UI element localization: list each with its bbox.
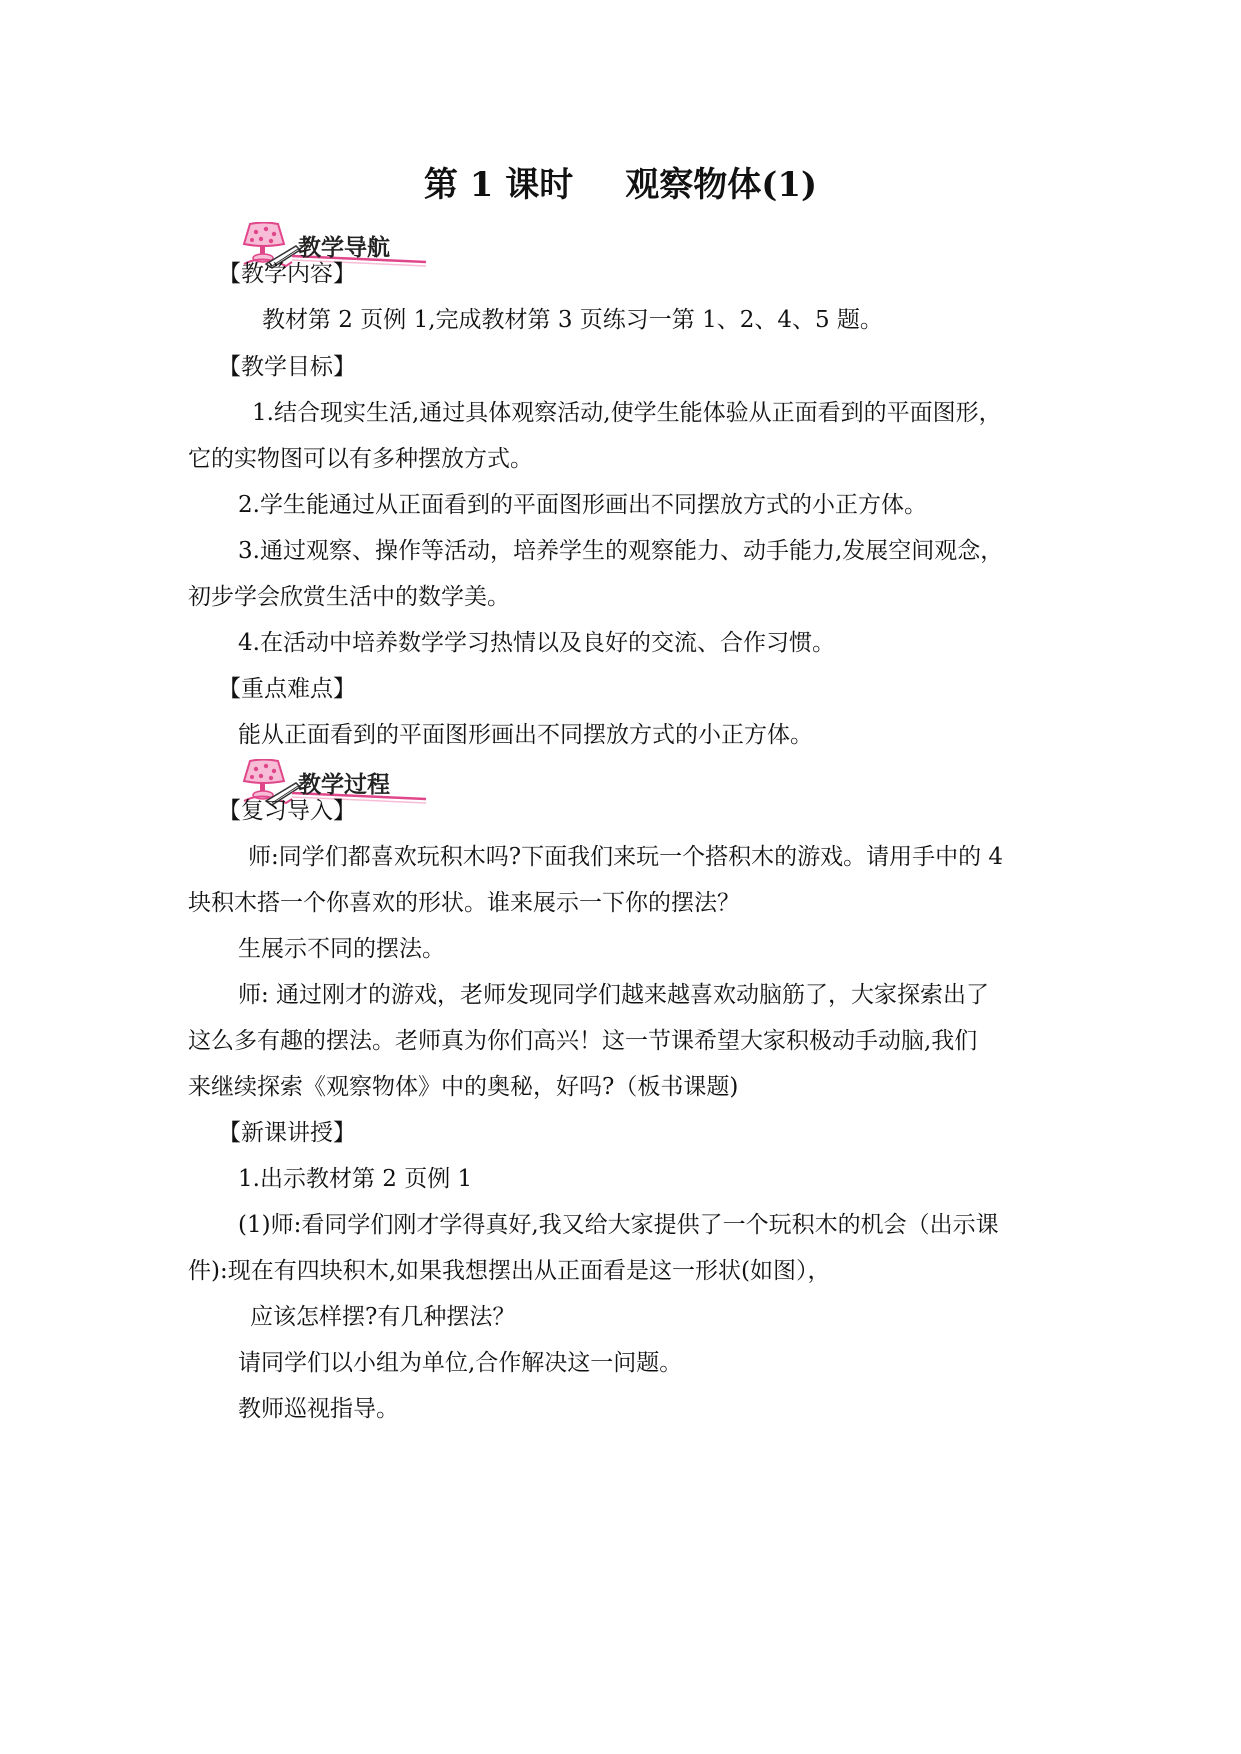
new-lesson-p4: 教师巡视指导。 — [238, 1396, 399, 1422]
heading-new-lesson: 【新课讲授】 — [218, 1120, 356, 1146]
new-lesson-p1-line-2: 件):现在有四块积木,如果我想摆出从正面看是这一形状(如图）， — [188, 1258, 831, 1284]
lesson-number: 第 1 课时 — [423, 165, 574, 205]
lesson-topic: 观察物体(1) — [625, 165, 818, 205]
banner-label: 教学过程 — [298, 772, 390, 798]
review-p2: 生展示不同的摆法。 — [238, 936, 445, 962]
heading-key-points: 【重点难点】 — [218, 676, 356, 702]
content-text: 教材第 2 页例 1,完成教材第 3 页练习一第 1、2、4、5 题。 — [262, 307, 883, 333]
heading-goals: 【教学目标】 — [218, 354, 356, 380]
review-p1-line-2: 块积木搭一个你喜欢的形状。谁来展示一下你的摆法？ — [188, 890, 740, 916]
new-lesson-p2: 应该怎样摆?有几种摆法？ — [250, 1304, 516, 1330]
goal-1-line-2: 它的实物图可以有多种摆放方式。 — [188, 446, 533, 472]
new-lesson-p3: 请同学们以小组为单位,合作解决这一问题。 — [238, 1350, 683, 1376]
goal-2: 2.学生能通过从正面看到的平面图形画出不同摆放方式的小正方体。 — [238, 492, 927, 518]
page-title — [0, 163, 1241, 207]
goal-3-line-2: 初步学会欣赏生活中的数学美。 — [188, 584, 510, 610]
new-lesson-item-1: 1.出示教材第 2 页例 1 — [238, 1166, 473, 1192]
review-p3-line-2: 这么多有趣的摆法。老师真为你们高兴！这一节课希望大家积极动手动脑,我们 — [188, 1028, 978, 1054]
review-p3-line-1: 师: 通过刚才的游戏，老师发现同学们越来越喜欢动脑筋了，大家探索出了 — [238, 982, 990, 1008]
review-p1-line-1: 师:同学们都喜欢玩积木吗?下面我们来玩一个搭积木的游戏。请用手中的 4 — [248, 844, 1004, 870]
goal-1-line-1: 1.结合现实生活,通过具体观察活动,使学生能体验从正面看到的平面图形， — [252, 400, 1002, 426]
goal-4: 4.在活动中培养数学学习热情以及良好的交流、合作习惯。 — [238, 630, 835, 656]
key-points-text: 能从正面看到的平面图形画出不同摆放方式的小正方体。 — [238, 722, 813, 748]
review-p3-line-3: 来继续探索《观察物体》中的奥秘，好吗?（板书课题) — [188, 1074, 739, 1100]
heading-review: 【复习导入】 — [218, 798, 356, 824]
goal-3-line-1: 3.通过观察、操作等活动，培养学生的观察能力、动手能力,发展空间观念， — [238, 538, 1004, 564]
new-lesson-p1-line-1: (1)师:看同学们刚才学得真好,我又给大家提供了一个玩积木的机会（出示课 — [238, 1212, 999, 1238]
banner-label: 教学导航 — [298, 235, 390, 261]
heading-content: 【教学内容】 — [218, 261, 356, 287]
